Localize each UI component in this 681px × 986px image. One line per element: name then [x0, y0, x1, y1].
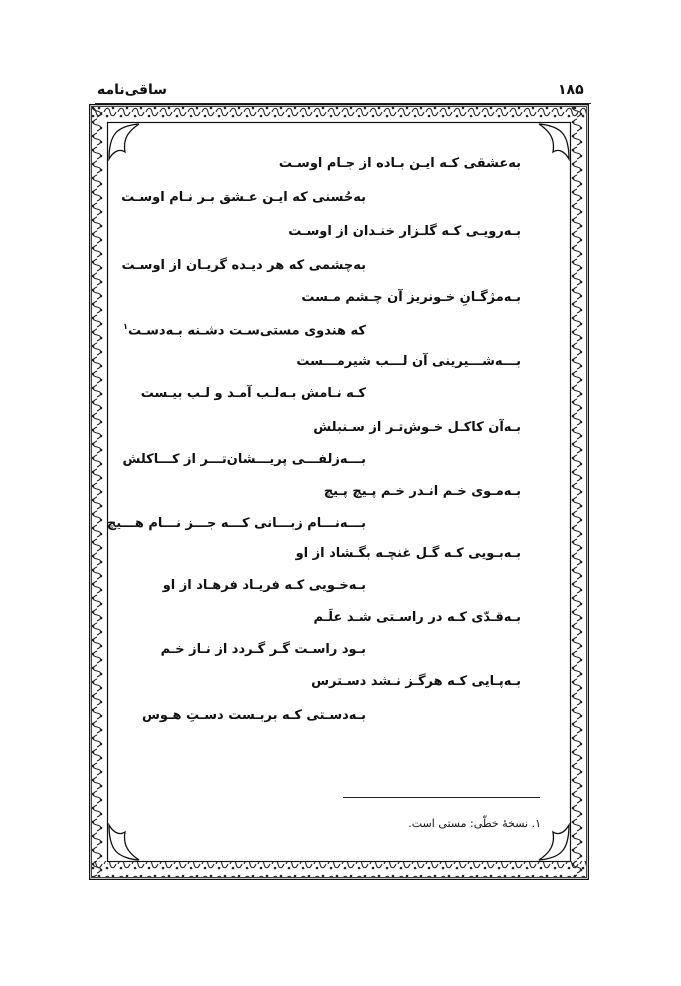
verse-left-9: بـه‌دسـتی کـه بربـست دسـتِ هـوس [141, 708, 366, 723]
verse-left-7: بـه‌خـویی کـه فریـاد فرهـاد از او [162, 578, 366, 593]
verse-right-9: بـه‌پـایی کـه هرگـز نـشد دسـترس [311, 674, 521, 689]
footnote-marker: ۱ [123, 322, 128, 331]
verse-right-8: بـه‌قـدّی کـه در راسـتی شـد علَـم [313, 610, 521, 625]
verse-left-1: به‌حُسنی که ایـن عـشق بـر نـام اوسـت [121, 190, 366, 205]
verse-right-5: بـه‌آن کاکـل خـوش‌تـر از سـنبلش [313, 420, 521, 435]
verse-left-3: که هندوی مستی‌سـت دشـنه بـه‌دسـت [127, 323, 366, 339]
verse-left-6: بـــه‌نـــام زبـــانی کـــه جـــز نـــام هـــیچ [106, 516, 366, 531]
page-number: ۱۸۵ [558, 82, 584, 98]
verse-right-7: بـه‌بـویی کـه گـل غنچـه بگـشاد از او [295, 546, 521, 561]
verse-left-8: بـود راسـت گـر گـردد از نـاز خـم [160, 642, 366, 657]
verse-left-2: به‌چشمی که هر دیـده گریـان از اوسـت [121, 258, 366, 273]
verse-left-3-wrap [123, 322, 366, 338]
verse-right-4: بـــه‌شـــیرینی آن لـــب شیرمـــست [296, 354, 521, 369]
footnote-rule [343, 797, 540, 798]
verse-left-4: کـه نـامش بـه‌لـب آمـد و لـب بیـست [140, 386, 366, 401]
running-title: ساقی‌نامه [97, 82, 168, 98]
verse-right-1: به‌عشقی کـه ایـن بـاده از جـام اوسـت [278, 156, 521, 171]
verse-right-2: بـه‌رویـی کـه گلـزار خنـدان از اوسـت [288, 224, 521, 239]
verse-right-6: بـه‌مـوی خـم انـدر خـم پـیچ پـیچ [323, 484, 521, 499]
footnote: ۱. نسخهٔ خطّی: مستی است. [408, 817, 541, 830]
verse-left-5: بـــه‌زلفـــی پریـــشان‌تـــر از کـــاکلش [122, 452, 366, 467]
verse-right-3: بـه‌مژگـانِ خـونریز آن چـشم مـست [301, 290, 521, 305]
